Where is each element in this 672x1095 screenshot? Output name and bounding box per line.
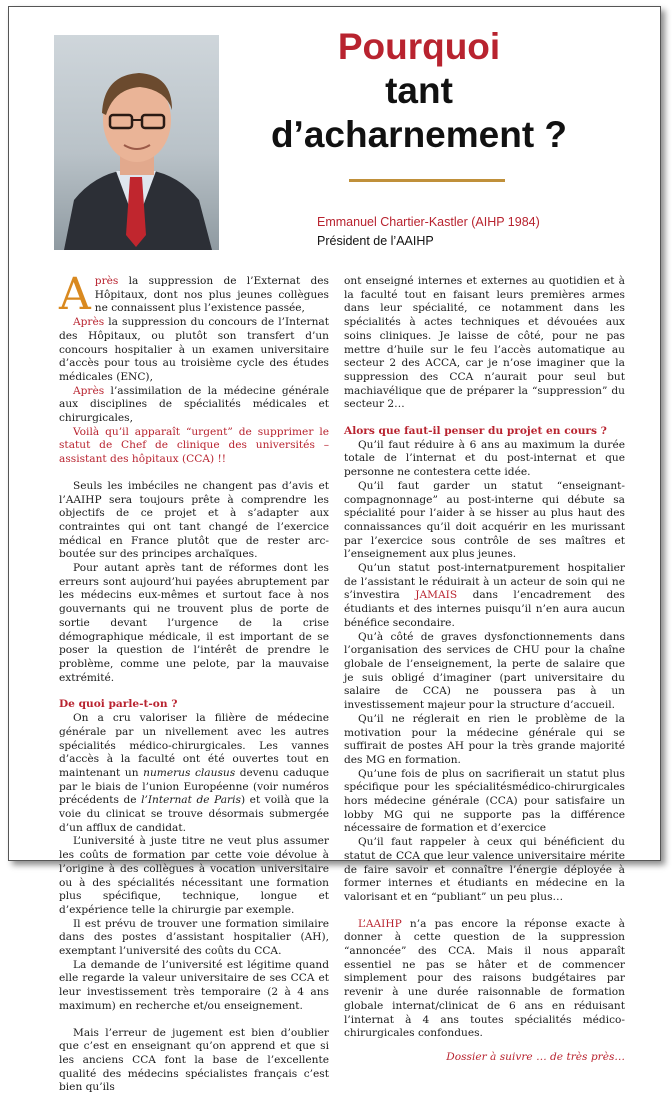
title-rule xyxy=(349,179,505,182)
paragraph: Qu’il faut garder un statut “enseignant-compagnonnage” au post-interne qui débute sa spécialité pour l’aider à se hisser au plus haut des connaissances qu’il doit acquérir en les murissant par l’exercice sous contrôle de ses maîtres et l’enseignement aux plus jeunes. xyxy=(344,479,625,561)
paragraph: ont enseigné internes et externes au quotidien et à la faculté tout en faisant leurs premières armes dans leur spécialité, ce notamment dans les spécialités à actes techniques et dévouées aux soins cliniques. Je laisse de côté, pour ne pas mettre d’huile sur le feu l’accès automatique au secteur 2 des ACCA, car je n’ose imaginer que la suppression des CCA n’aurait pour seul but machiavélique que de préparer la “suppression” du secteur 2… xyxy=(344,275,625,411)
spacer xyxy=(344,905,625,918)
paragraph-highlight: Voilà qu’il apparaît “urgent” de supprimer le statut de Chef de clinique des universités – assistant des hôpitaux (CCA) !! xyxy=(59,425,329,466)
paragraph xyxy=(344,918,625,1041)
paragraph: Qu’à côté de graves dysfonctionnements dans l’organisation des services de CHU pour la chaîne globale de l’enseignement, la perte de salaire que je suis obligé d’imaginer (part universitaire du salaire de CCA) ne poussera pas à un investissement majeur pour la structure d’accueil. xyxy=(344,630,625,712)
magazine-page xyxy=(8,6,661,1094)
paragraph xyxy=(59,712,329,835)
paragraph: Qu’une fois de plus on sacrifierait un statut plus spécifique pour les spécialitésmédico-chirurgicales hors médecine générale (CCA) pour satisfaire un lobby MG qui ne supporte pas la différence nécessaire de formation et d’exercice xyxy=(344,767,625,835)
paragraph-text: n’a pas encore la réponse exacte à donner à cette question de la suppression “annoncée” des CCA. Mais il nous apparaît essentiel ne pas se hâter et de commencer simplement pour des raisons budgétaires par revenir à une durée raisonnable de formation globale internat/clinicat de 6 ans en réduisant l’internat à 4 ans toutes spécialités médico-chirurgicales confondues. xyxy=(344,917,625,1040)
red-word: Après xyxy=(73,316,105,329)
paragraph-text: ) et voilà que la voie du clinicat se trouve désormais submergée d’un afflux de candidat. xyxy=(59,794,329,834)
paragraph: Qu’il faut rappeler à ceux qui bénéficient du statut de CCA que leur valence universitaire mérite de faire savoir et connaître l’énergie déployée à former internes et étudiants en médecine en la valorisant et en “publiant” un peu plus… xyxy=(344,836,625,903)
author-portrait-icon xyxy=(54,35,219,250)
paragraph: Mais l’erreur de jugement est bien d’oublier que c’est en enseignant qu’on apprend et que si les anciens CCA font la base de l’excellente qualité des médecins spécialistes français c’est bien qu’ils xyxy=(59,1026,329,1094)
title-line-2: tant xyxy=(385,70,453,111)
article-title xyxy=(219,25,619,157)
paragraph-text: l’assimilation de la médecine générale aux disciplines de spécialités médicales et chirurgicales, xyxy=(59,384,329,425)
italic-text: l’Internat de Paris xyxy=(141,794,241,807)
spacer xyxy=(59,685,329,698)
author-name: Emmanuel Chartier-Kastler (AIHP 1984) xyxy=(317,215,540,229)
paragraph xyxy=(59,316,329,385)
paragraph-text: la suppression de l’Externat des Hôpitaux, dont nos plus jeunes collègues ne connaissent plus l’existence passée, xyxy=(94,275,329,315)
paragraph xyxy=(59,385,329,426)
red-word: Après xyxy=(73,384,105,397)
section-heading: De quoi parle-t-on ? xyxy=(59,698,178,711)
spacer xyxy=(59,467,329,480)
paragraph-text: devenu caduque par le biais de l’union Européenne (voir numéros précédents de xyxy=(59,766,329,807)
paragraph-text: On a cru valoriser la filière de médecine générale par un nivellement avec les autres spécialités médico-chirurgicales. Les vannes d’accès à la faculté ont été ouvertes tout en maintenant un xyxy=(59,712,329,779)
paragraph xyxy=(59,269,329,320)
drop-cap: A xyxy=(59,269,91,320)
author-photo xyxy=(54,35,219,250)
spacer xyxy=(344,412,625,425)
paragraph-text: Qu’un statut post-internatpurement hospitalier de l’assistant le réduirait à un acteur de soin qui ne s’investira xyxy=(344,562,625,602)
red-word: JAMAIS xyxy=(415,589,458,602)
paragraph-text: la suppression du concours de l’Internat des Hôpitaux, ou plutôt son transfert d’un concours hospitalier à un examen universitaire d’accès pour tous au troisième cycle des études médicales (ENC), xyxy=(59,316,329,383)
paragraph: La demande de l’université est légitime quand elle regarde la valeur universitaire de ses CCA et leur investissement très temporaire (2 à 4 ans maximum) en recherche et/ou enseignement. xyxy=(59,958,329,1012)
paragraph-text: dans l’encadrement des étudiants et des internes puisqu’il n’en aura aucun bénéfice secondaire. xyxy=(344,589,625,629)
paragraph: L’université à juste titre ne veut plus assumer les coûts de formation par cette voie dévolue à l’origine à des collègues à vocation universitaire ou à des spécialités nécessitant une formation plus spécifique, technique, longue et d’expérience telle la chirurgie par exemple. xyxy=(59,835,329,916)
paragraph: Il est prévu de trouver une formation similaire dans des postes d’assistant hospitalier (AH), exemptant l’université des coûts du CCA. xyxy=(59,917,329,958)
paragraph: Seuls les imbéciles ne changent pas d’avis et l’AAIHP sera toujours prête à comprendre les objectifs de ce projet et à s’adapter aux contraintes qui ont tant changé de l’exercice médical en France plutôt que de rester arc-boutée sur des principes archaïques. xyxy=(59,479,329,561)
paragraph: Qu’il faut réduire à 6 ans au maximum la durée totale de l’internat et du post-internat et que personne ne contestera cette idée. xyxy=(344,438,625,479)
red-word: L’AAIHP xyxy=(358,917,402,930)
paragraph xyxy=(344,562,625,631)
red-word: près xyxy=(94,275,119,287)
paragraph: Pour autant après tant de réformes dont les erreurs sont aujourd’hui payées abruptement par les médecins eux-mêmes et surtout face à nos gouvernants qui ne trouvent plus de porte de sortie devant l’urgence de la crise démographique médicale, il est important de se poser la question de l’intérêt de prendre le problème, comme une pelote, par la mauvaise extrémité. xyxy=(59,562,329,684)
spacer xyxy=(59,1014,329,1027)
dossier-footer: Dossier à suivre … de très près… xyxy=(446,1050,625,1063)
paragraph: Qu’il ne réglerait en rien le problème de la motivation pour la médecine générale qui se suffirait de postes AH pour la très grande majorité des MG en formation. xyxy=(344,712,625,766)
left-column xyxy=(59,269,329,1095)
section-heading: Alors que faut-il penser du projet en cours ? xyxy=(344,425,607,438)
title-line-3: d’acharnement ? xyxy=(270,114,568,155)
right-column xyxy=(344,275,625,1065)
italic-text: numerus clausus xyxy=(143,766,236,779)
author-role: Président de l’AAIHP xyxy=(317,234,434,248)
title-line-1: Pourquoi xyxy=(337,26,501,67)
